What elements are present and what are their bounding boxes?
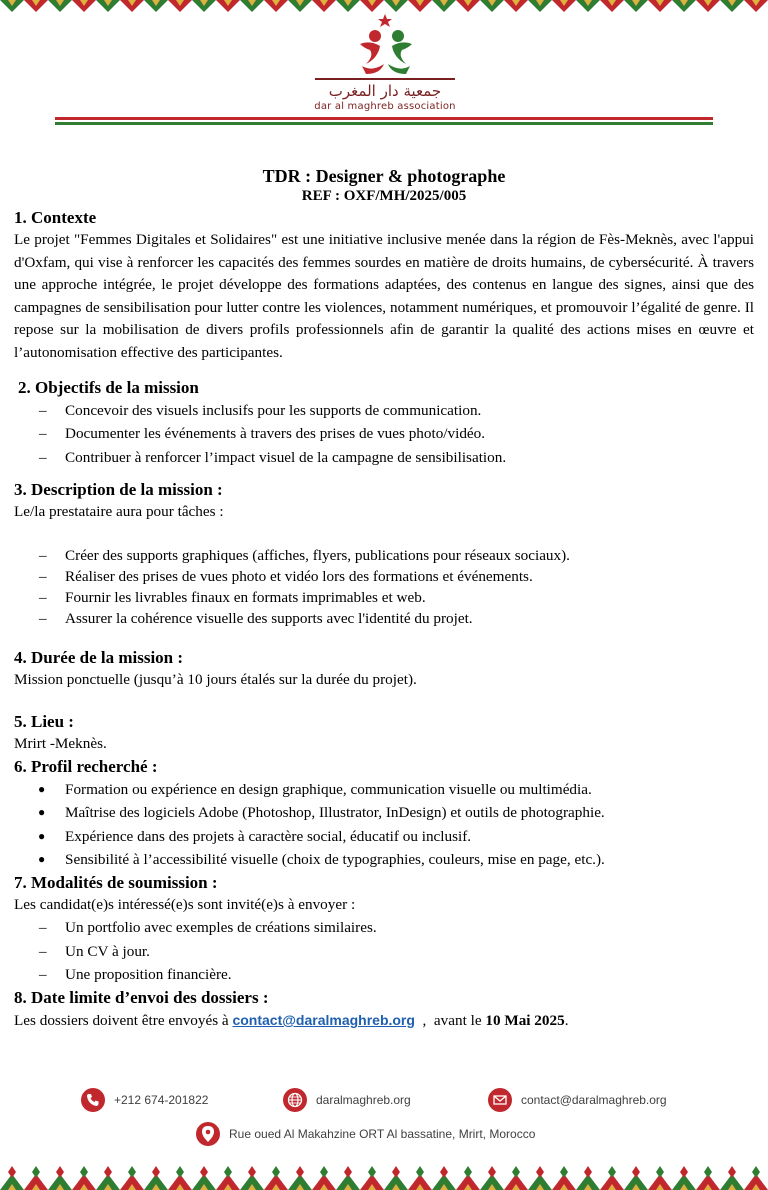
logo-latin-text: dar al maghreb association <box>314 101 456 112</box>
list-item: – Une proposition financière. <box>39 966 232 984</box>
section-heading-contexte: 1. Contexte <box>14 208 97 227</box>
section-heading-modalites: 7. Modalités de soumission : <box>14 872 218 892</box>
logo-figures-icon <box>300 14 470 80</box>
header-divider <box>55 117 713 125</box>
section-heading-description: 3. Description de la mission : <box>14 480 223 500</box>
mail-icon <box>488 1088 512 1112</box>
footer-website-text: daralmaghreb.org <box>316 1093 411 1107</box>
contact-email-link[interactable]: contact@daralmaghreb.org <box>232 1011 415 1028</box>
footer-email-text: contact@daralmaghreb.org <box>521 1093 667 1107</box>
profil-list <box>14 778 754 872</box>
footer-phone-text: +212 674-201822 <box>114 1093 209 1107</box>
document-reference: REF : OXF/MH/2025/005 <box>301 188 467 204</box>
section-heading-lieu: 5. Lieu : <box>14 712 74 732</box>
section-heading-date-limite: 8. Date limite d’envoi des dossiers : <box>14 987 269 1007</box>
duree-text: Mission ponctuelle (jusqu’à 10 jours étalés sur la durée du projet). <box>14 670 417 688</box>
association-logo <box>300 14 470 114</box>
date-limite-middle: , avant le <box>414 1011 486 1029</box>
list-item: ● Sensibilité à l’accessibilité visuelle (choix de typographies, couleurs, mise en page, etc.). <box>38 851 605 869</box>
contexte-paragraph: Le projet "Femmes Digitales et Solidaires" est une initiative inclusive menée dans la région de Fès-Meknès, avec l'appui d'Oxfam, qui vise à renforcer les capacités des femmes sourdes en matière de droits humains, de cybersécurité. À travers une approche intégrée, le projet développe des formations adaptées, des contenus en langue des signes, ainsi que des campagnes de sensibilisation pour lutter contre les violences, notamment numériques, et promouvoir l’égalité de genre. Il repose sur la mobilisation de divers profils professionnels afin de garantir la qualité des actions mises en œuvre et l’autonomisation effective des participantes. <box>14 231 754 361</box>
list-item: ● Formation ou expérience en design graphique, communication visuelle ou multimédia. <box>38 780 592 798</box>
location-pin-icon <box>196 1122 220 1146</box>
list-item: – Documenter les événements à travers des prises de vues photo/vidéo. <box>39 425 486 443</box>
list-item: – Assurer la cohérence visuelle des supports avec l'identité du projet. <box>39 609 473 627</box>
document-body <box>14 207 754 1033</box>
description-list <box>14 545 754 629</box>
footer-email[interactable] <box>488 1088 667 1112</box>
section-heading-profil: 6. Profil recherché : <box>14 756 158 776</box>
list-item: – Concevoir des visuels inclusifs pour les supports de communication. <box>39 401 482 419</box>
footer-phone[interactable] <box>81 1088 208 1112</box>
phone-icon <box>81 1088 105 1112</box>
list-item: ● Expérience dans des projets à caractère social, éducatif ou inclusif. <box>38 827 472 845</box>
date-limite-text <box>14 1009 754 1033</box>
footer-address-text: Rue oued Al Makahzine ORT Al bassatine, Mrirt, Morocco <box>229 1127 536 1141</box>
objectifs-list <box>14 399 754 470</box>
list-item: – Un CV à jour. <box>39 942 150 960</box>
list-item: – Créer des supports graphiques (affiches, flyers, publications pour réseaux sociaux). <box>39 546 570 564</box>
list-item: ● Maîtrise des logiciels Adobe (Photoshop, Illustrator, InDesign) et outils de photographie. <box>38 804 605 822</box>
description-intro: Le/la prestataire aura pour tâches : <box>14 503 224 521</box>
section-heading-duree: 4. Durée de la mission : <box>14 647 184 667</box>
date-limite-suffix: . <box>564 1011 569 1029</box>
document-title: TDR : Designer & photographe <box>262 166 506 186</box>
bottom-decorative-border <box>0 1160 768 1190</box>
date-limite-prefix: Les dossiers doivent être envoyés à <box>14 1011 233 1029</box>
list-item: – Fournir les livrables finaux en formats imprimables et web. <box>39 588 426 606</box>
footer-website[interactable] <box>283 1088 411 1112</box>
deadline-date: 10 Mai 2025 <box>485 1011 565 1029</box>
list-item: – Réaliser des prises de vues photo et vidéo lors des formations et événements. <box>39 567 533 585</box>
modalites-intro: Les candidat(e)s intéressé(e)s sont invité(e)s à envoyer : <box>14 895 356 913</box>
globe-icon <box>283 1088 307 1112</box>
logo-arabic-text: جمعية دار المغرب <box>328 82 442 100</box>
section-heading-objectifs: 2. Objectifs de la mission <box>18 377 199 397</box>
footer-contact-bar <box>0 1083 768 1153</box>
footer-address <box>196 1122 535 1146</box>
modalites-list <box>14 916 754 987</box>
list-item: – Contribuer à renforcer l’impact visuel de la campagne de sensibilisation. <box>39 448 507 466</box>
lieu-text: Mrirt -Meknès. <box>14 735 107 753</box>
list-item: – Un portfolio avec exemples de créations similaires. <box>39 919 377 937</box>
